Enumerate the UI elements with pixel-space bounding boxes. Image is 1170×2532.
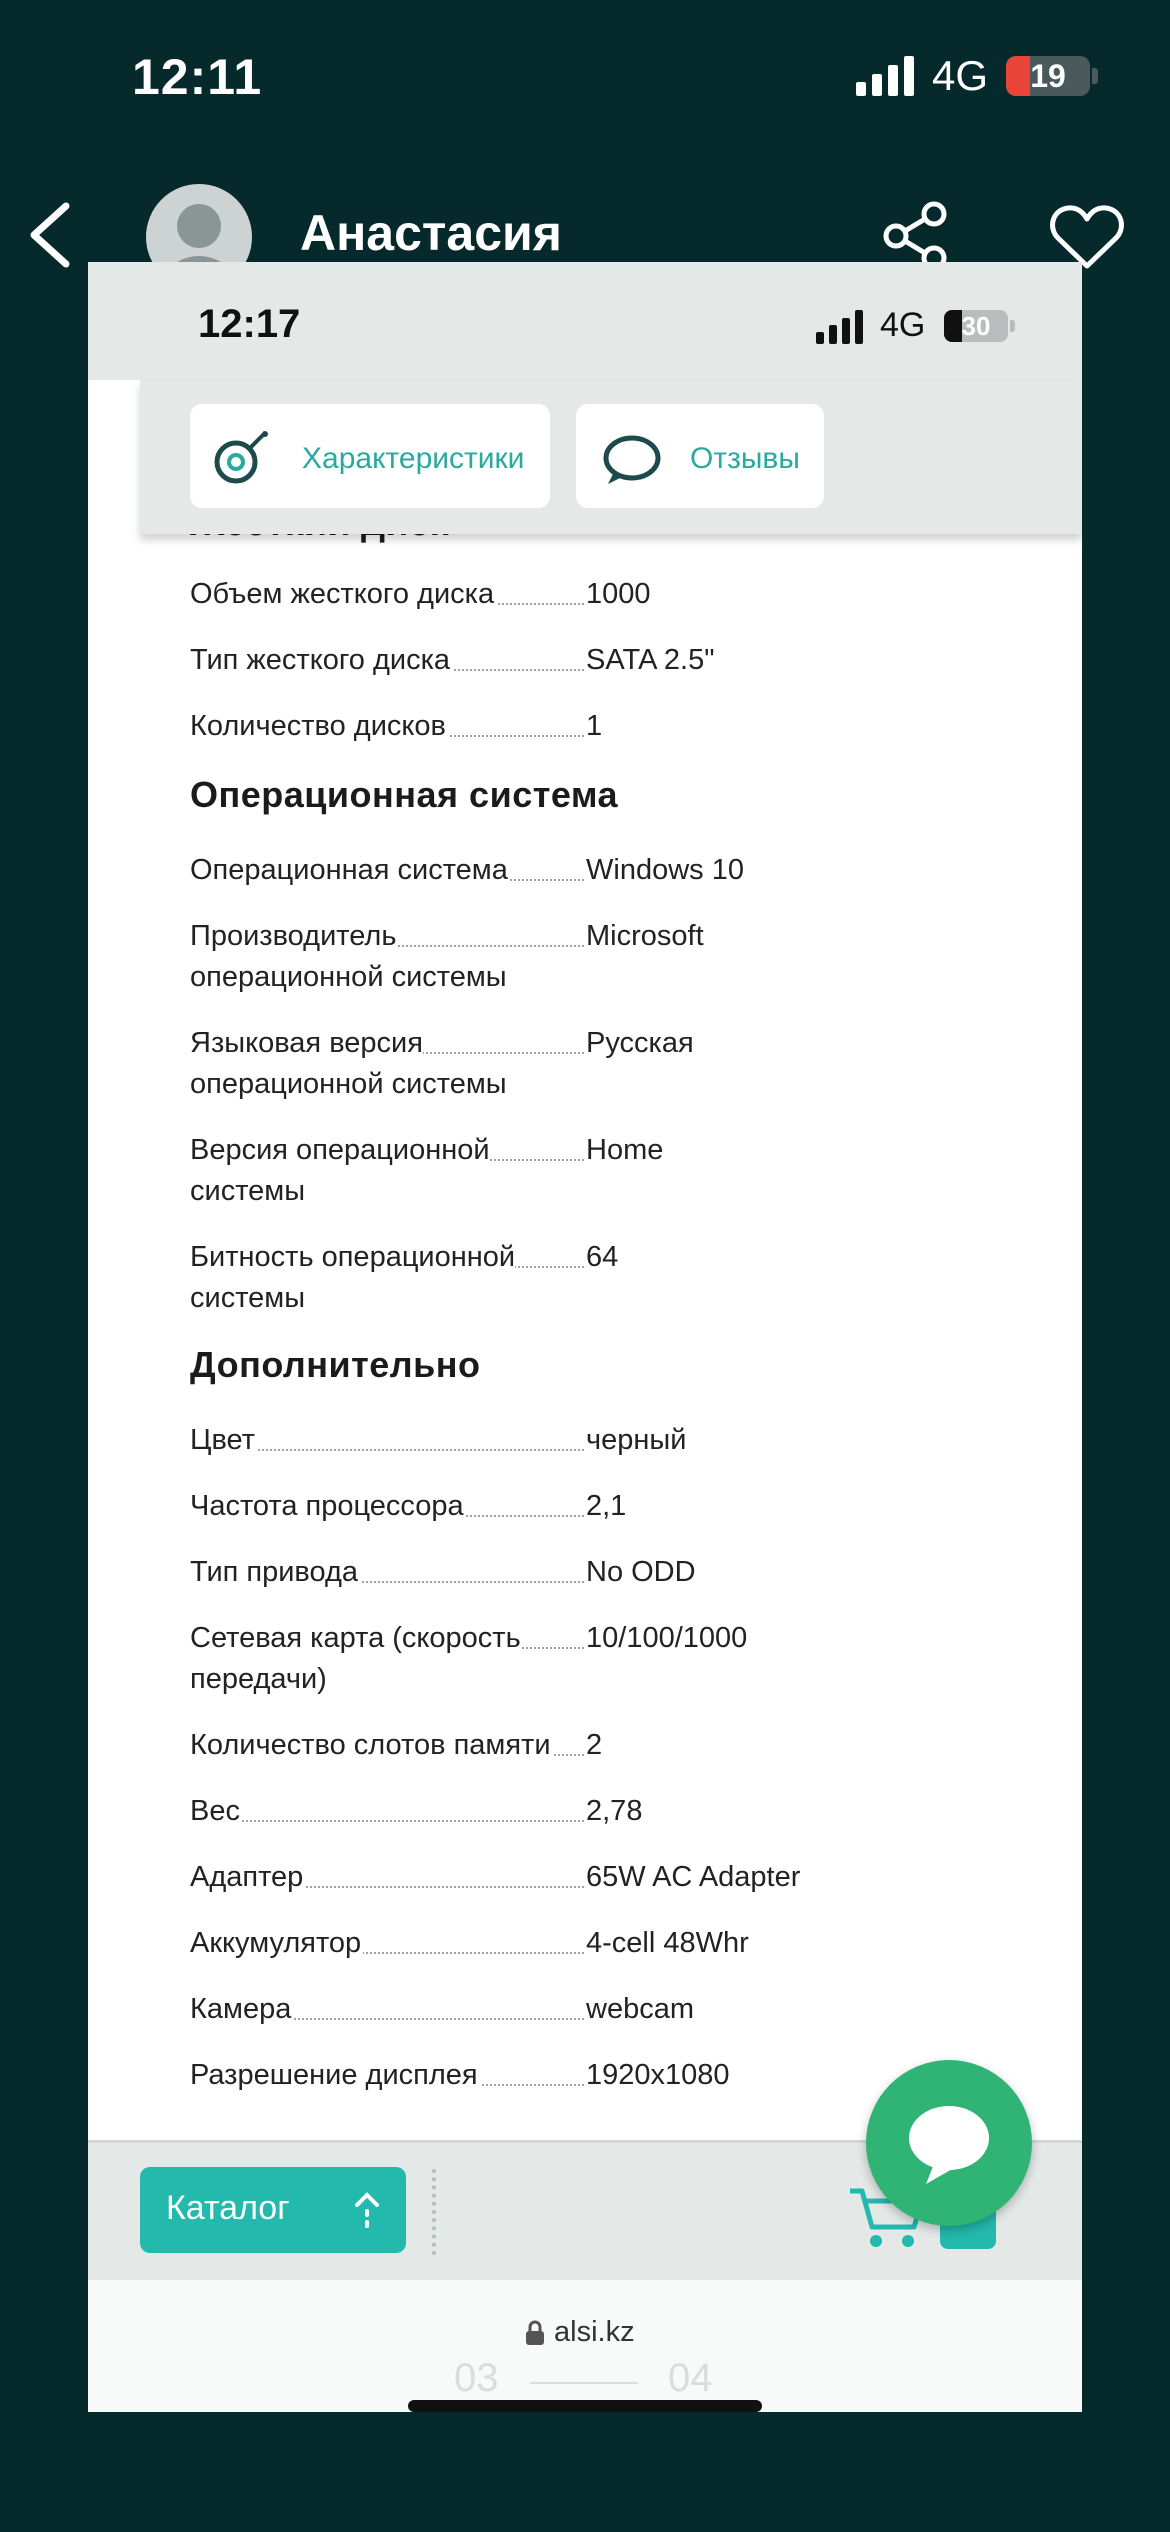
pager-next: 04 [668, 2356, 713, 2400]
spec-label: Версия операционной системы [190, 1134, 490, 1207]
inner-signal-icon [816, 310, 866, 344]
spec-value: No ODD [586, 1556, 696, 1588]
pager-line [530, 2382, 638, 2384]
spec-value: Microsoft [586, 920, 704, 952]
specs-icon [212, 430, 272, 486]
divider [432, 2169, 440, 2255]
contact-name[interactable]: Анастасия [300, 205, 562, 261]
outer-battery-level: 19 [1030, 58, 1066, 94]
spec-value: 2 [586, 1729, 603, 1761]
url-text: alsi.kz [554, 2316, 635, 2348]
tab-characteristics[interactable] [190, 404, 550, 508]
spec-value: SATA 2.5" [586, 644, 715, 676]
spec-value: 4-cell 48Whr [586, 1927, 749, 1959]
spec-label: Тип жесткого диска [190, 644, 451, 676]
battery-icon [1006, 56, 1090, 96]
catalog-button[interactable] [140, 2167, 406, 2253]
spec-value: webcam [586, 1993, 694, 2025]
spec-value: 1920x1080 [586, 2059, 730, 2091]
catalog-label: Каталог [166, 2189, 290, 2227]
inner-battery-icon [944, 310, 1008, 342]
chat-bubble-icon [904, 2098, 994, 2188]
spec-label: Количество слотов памяти [190, 1729, 551, 1761]
spec-label: Языковая версия операционной системы [190, 1027, 507, 1100]
tab-reviews-label: Отзывы [690, 442, 800, 475]
spec-value: Home [586, 1134, 664, 1166]
pager-prev: 03 [454, 2356, 499, 2400]
spec-value: 1 [586, 710, 603, 742]
spec-value: Windows 10 [586, 854, 744, 886]
tab-reviews[interactable] [576, 404, 824, 508]
inner-network-label: 4G [880, 306, 926, 344]
spec-value: 65W AC Adapter [586, 1861, 801, 1893]
home-indicator [408, 2400, 762, 2412]
inner-status-bar [88, 262, 1082, 380]
spec-value: 10/100/1000 [586, 1622, 748, 1654]
section-heading-additional: Дополнительно [190, 1344, 481, 1385]
spec-value: 2,1 [586, 1490, 627, 1522]
back-arrow-icon[interactable] [22, 200, 82, 270]
spec-label: Цвет [190, 1424, 255, 1456]
spec-label: Количество дисков [190, 710, 446, 742]
section-heading-os: Операционная система [190, 774, 619, 815]
spec-label: Частота процессора [190, 1490, 464, 1522]
spec-value: 2,78 [586, 1795, 643, 1827]
spec-label: Объем жесткого диска [190, 578, 495, 610]
lock-icon [525, 2320, 545, 2346]
spec-label: Вес [190, 1795, 240, 1827]
spec-label: Камера [190, 1993, 292, 2025]
spec-label: Сетевая карта (скорость передачи) [190, 1622, 521, 1695]
inner-status-time: 12:17 [198, 302, 301, 346]
spec-value: черный [586, 1424, 687, 1456]
spec-value: 64 [586, 1241, 619, 1273]
spec-label: Битность операционной системы [190, 1241, 516, 1314]
inner-battery-level: 30 [961, 311, 991, 341]
signal-icon [856, 56, 916, 96]
spec-value: 1000 [586, 578, 651, 610]
spec-tabs [140, 380, 1082, 534]
browser-url-bar[interactable] [88, 2280, 1082, 2412]
spec-label: Производитель операционной системы [190, 920, 507, 993]
outer-network-label: 4G [932, 52, 989, 99]
tab-characteristics-label: Характеристики [302, 442, 525, 475]
spec-label: Тип привода [190, 1556, 359, 1588]
spec-label: Адаптер [190, 1861, 304, 1893]
arrow-up-icon [352, 2189, 382, 2233]
spec-label: Разрешение дисплея [190, 2059, 478, 2091]
spec-value: Русская [586, 1027, 694, 1059]
spec-label: Операционная система [190, 854, 508, 886]
chat-fab-button[interactable] [866, 2060, 1032, 2226]
spec-label: Аккумулятор [190, 1927, 362, 1959]
speech-bubble-icon [602, 432, 662, 488]
outer-status-time: 12:11 [132, 49, 263, 105]
